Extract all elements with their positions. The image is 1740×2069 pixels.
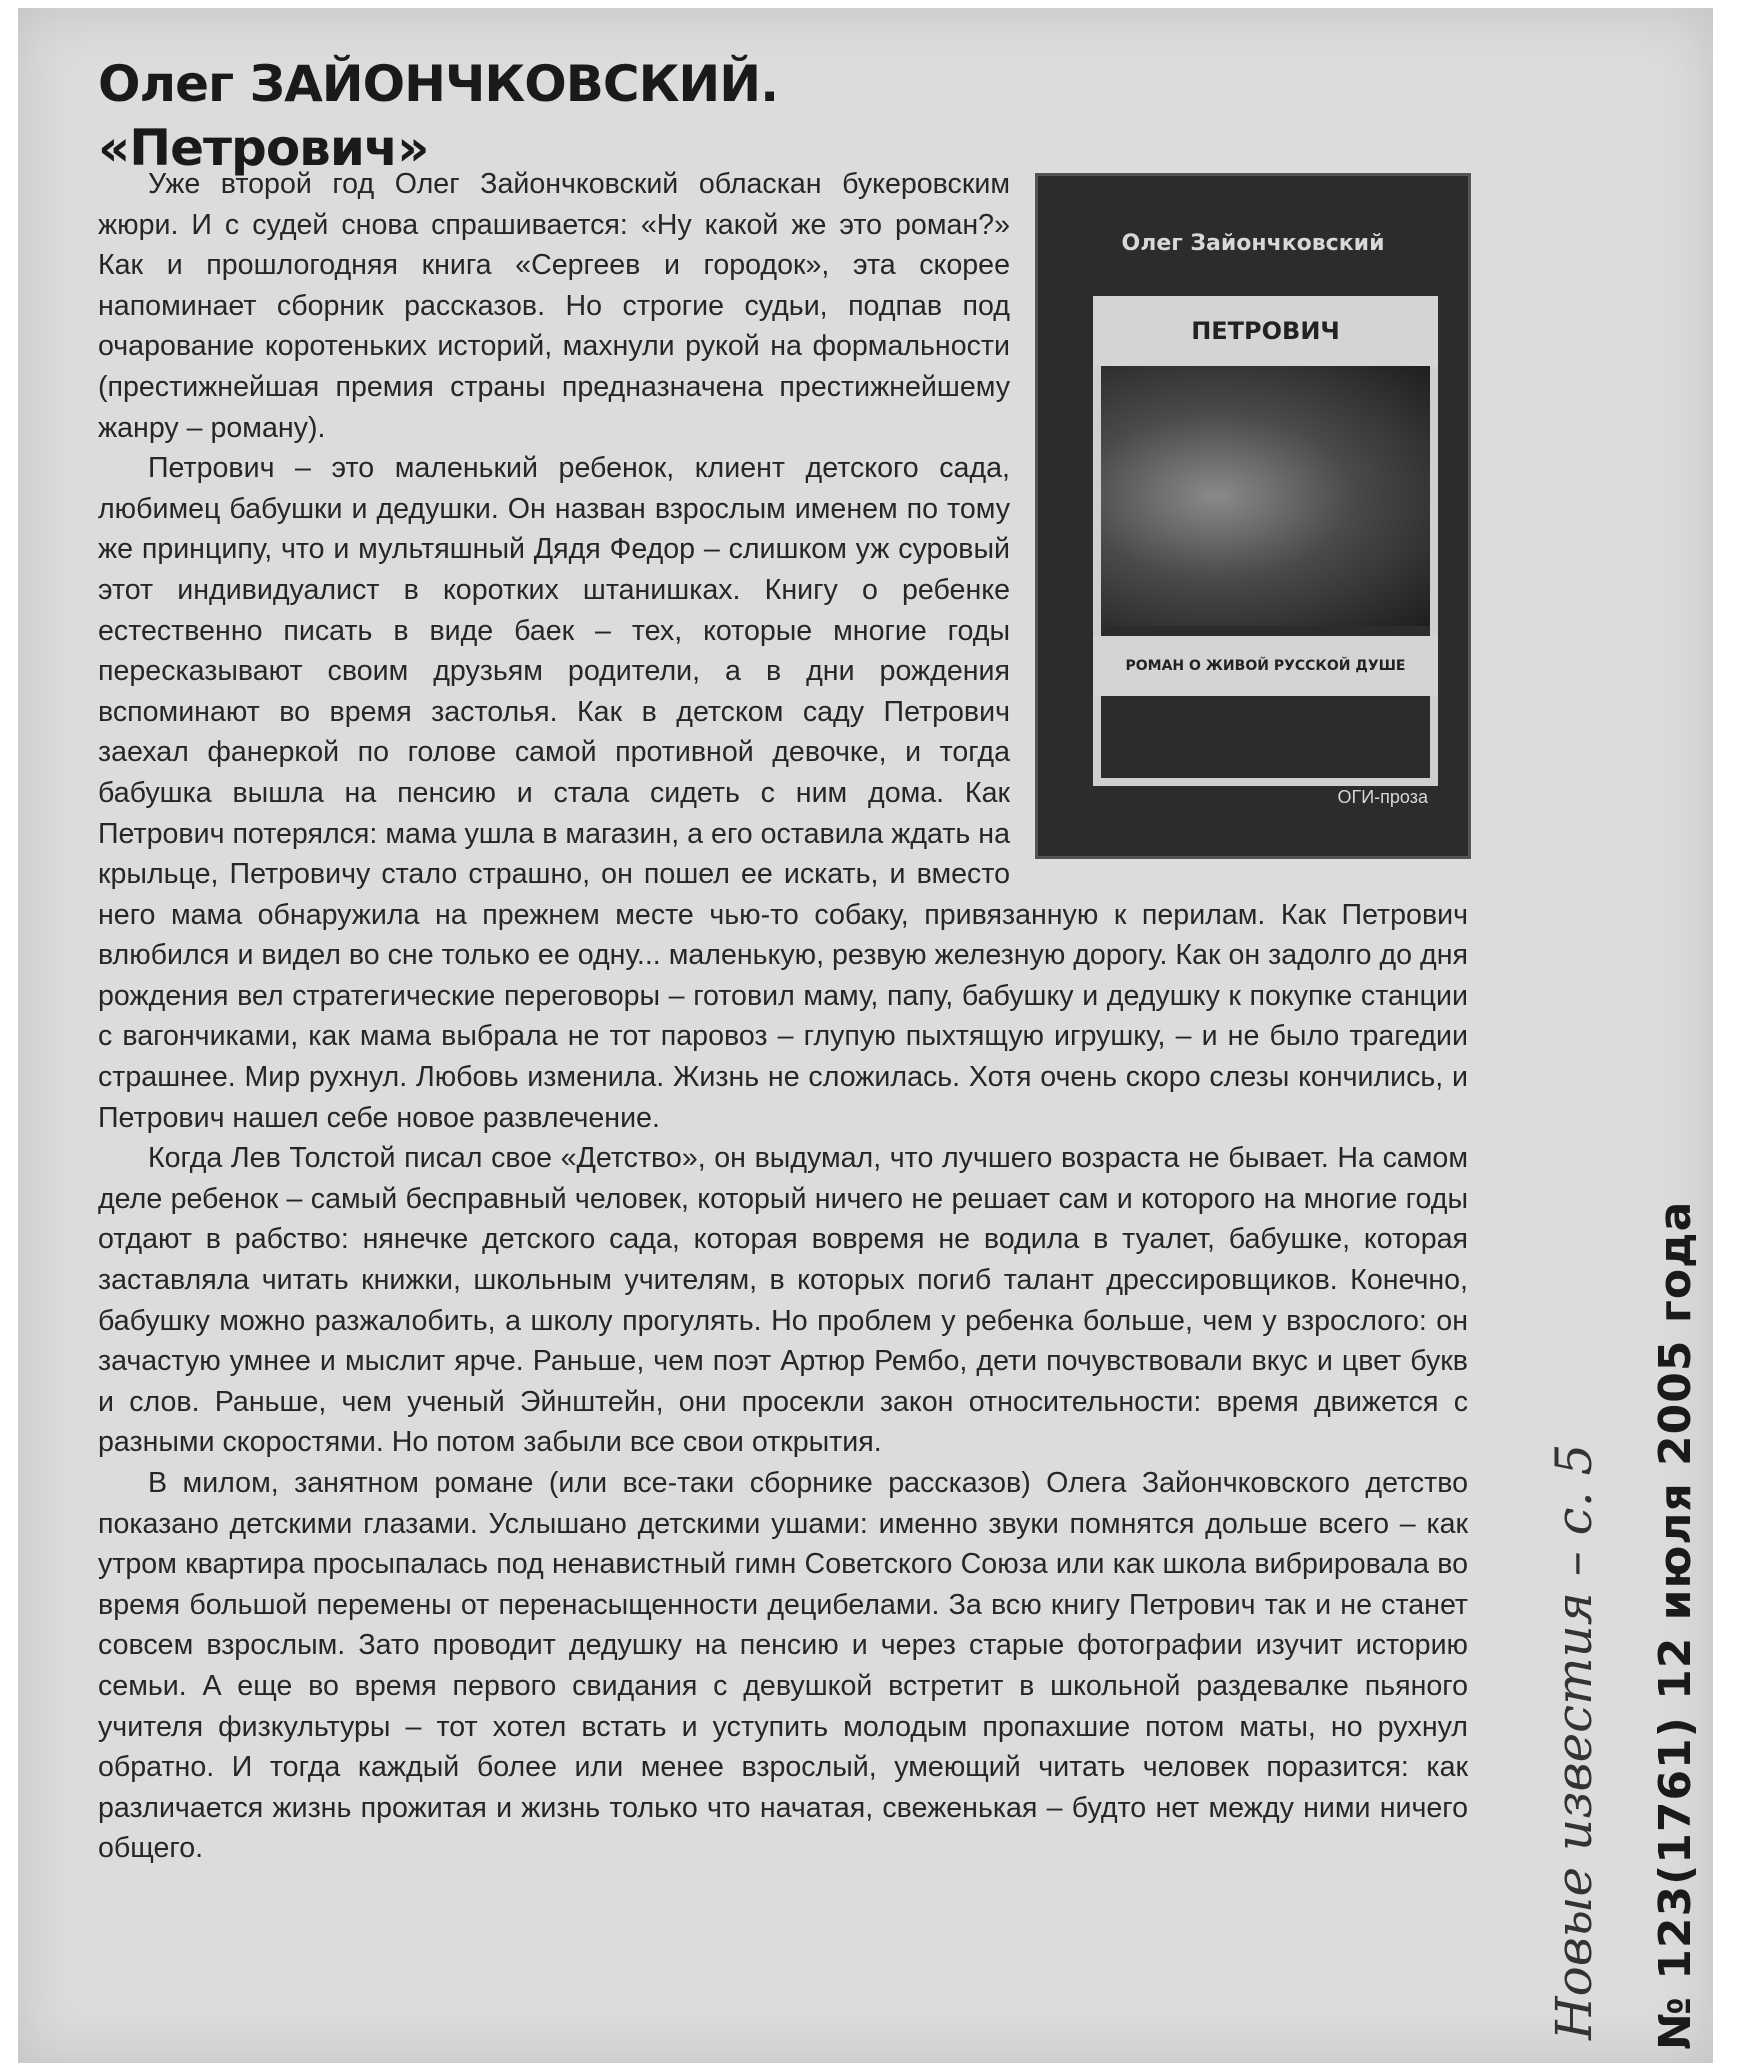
- book-cover-subtitle: РОМАН О ЖИВОЙ РУССКОЙ ДУШЕ: [1093, 636, 1438, 696]
- handwritten-source-note: Новые известия – с. 5: [1545, 1443, 1603, 2040]
- article-paragraph: Уже второй год Олег Зайончковский обласкан букеровским жюри. И с судей снова спрашивается: «Ну какой же это роман?» Как и прошлогодняя книга «Сергеев и городок», эта скорее напоминает сборник рассказов. Но строгие судьи, подпав под очарование коротеньких историй, махнули рукой на формальности (престижнейшая премия страны предназначена престижнейшему жанру – роману).: [98, 168, 1010, 444]
- book-cover-image: [1038, 176, 1468, 856]
- article-body: [98, 164, 1468, 1869]
- article-headline: [98, 52, 998, 180]
- headline-author: Олег ЗАЙОНЧКОВСКИЙ.: [98, 55, 779, 113]
- book-cover-publisher: ОГИ-проза: [1337, 787, 1428, 808]
- book-cover-title: ПЕТРОВИЧ: [1093, 296, 1438, 366]
- article-paragraph: Петрович – это маленький ребенок, клиент детского сада, любимец бабушки и дедушки. Он назван взрослым именем по тому же принципу, что и мультяшный Дядя Федор – слишком уж суровый этот индивидуалист в коротких штанишках. Книгу о ребенке естественно писать в виде баек – тех, которые многие годы пересказывают своим друзьям родители, а в дни рождения вспоминают во время застолья. Как в детском саду Петрович заехал фанеркой по голове самой противной девочке, и тогда бабушка вышла на пенсию и стала сидеть с ним дома. Как Петрович потерялся: мама ушла в магазин, а его оставила ждать на крыльце, Петровичу стало страшно, он пошел ее искать, и вместо него мама обнаружила на прежнем месте чью-то собаку, привязанную к перилам. Как Петрович влюбился и видел во сне только ее одну... маленькую, резвую железную дорогу. Как он задолго до дня рождения вел стратегические переговоры – готовил маму, папу, бабушку и дедушку к покупке станции с вагончиками, как мама выбрала не тот паровоз – глупую пыхтящую игрушку, – и не было трагедии страшнее. Мир рухнул. Любовь изменила. Жизнь не сложилась. Хотя очень скоро слезы кончились, и Петрович нашел себе новое развлечение.: [98, 452, 1468, 1134]
- book-cover-photo: [1101, 366, 1430, 626]
- article-paragraph: Когда Лев Толстой писал свое «Детство», он выдумал, что лучшего возраста не бывает. На самом деле ребенок – самый бесправный человек, который ничего не решает сам и которого на многие годы отдают в рабство: нянечке детского сада, которая вовремя не водила в туалет, бабушке, которая заставляла читать книжки, школьным учителям, в которых погиб талант дрессировщиков. Конечно, бабушку можно разжалобить, а школу прогулять. Но проблем у ребенка больше, чем у взрослого: он зачастую умнее и мыслит ярче. Раньше, чем поэт Артюр Рембо, дети почувствовали вкус и цвет букв и слов. Раньше, чем ученый Эйнштейн, они просекли закон относительности: время движется с разными скоростями. Но потом забыли все свои открытия.: [98, 1142, 1468, 1459]
- issue-date-label: № 123(1761) 12 июля 2005 года: [1650, 1200, 1701, 2050]
- book-cover-author: Олег Зайончковский: [1121, 231, 1385, 256]
- article-paragraph: В милом, занятном романе (или все-таки сборнике рассказов) Олега Зайончковского детство показано детскими глазами. Услышано детскими ушами: именно звуки помнятся дольше всего – как утром квартира просыпалась под ненавистный гимн Советского Союза или как школа вибрировала во время большой перемены от перенасыщенности децибелами. За всю книгу Петрович так и не станет совсем взрослым. Зато проводит дедушку на пенсию и через старые фотографии изучит историю семьи. А еще во время первого свидания с девушкой встретит в школьной раздевалке пьяного учителя физкультуры – тот хотел встать и уступить молодым пропахшие потом маты, но рухнул обратно. И тогда каждый более или менее взрослый, умеющий читать человек поразится: как различается жизнь прожитая и жизнь только что начатая, свеженькая – будто нет между ними ничего общего.: [98, 1467, 1468, 1865]
- headline-title: «Петрович»: [98, 119, 429, 177]
